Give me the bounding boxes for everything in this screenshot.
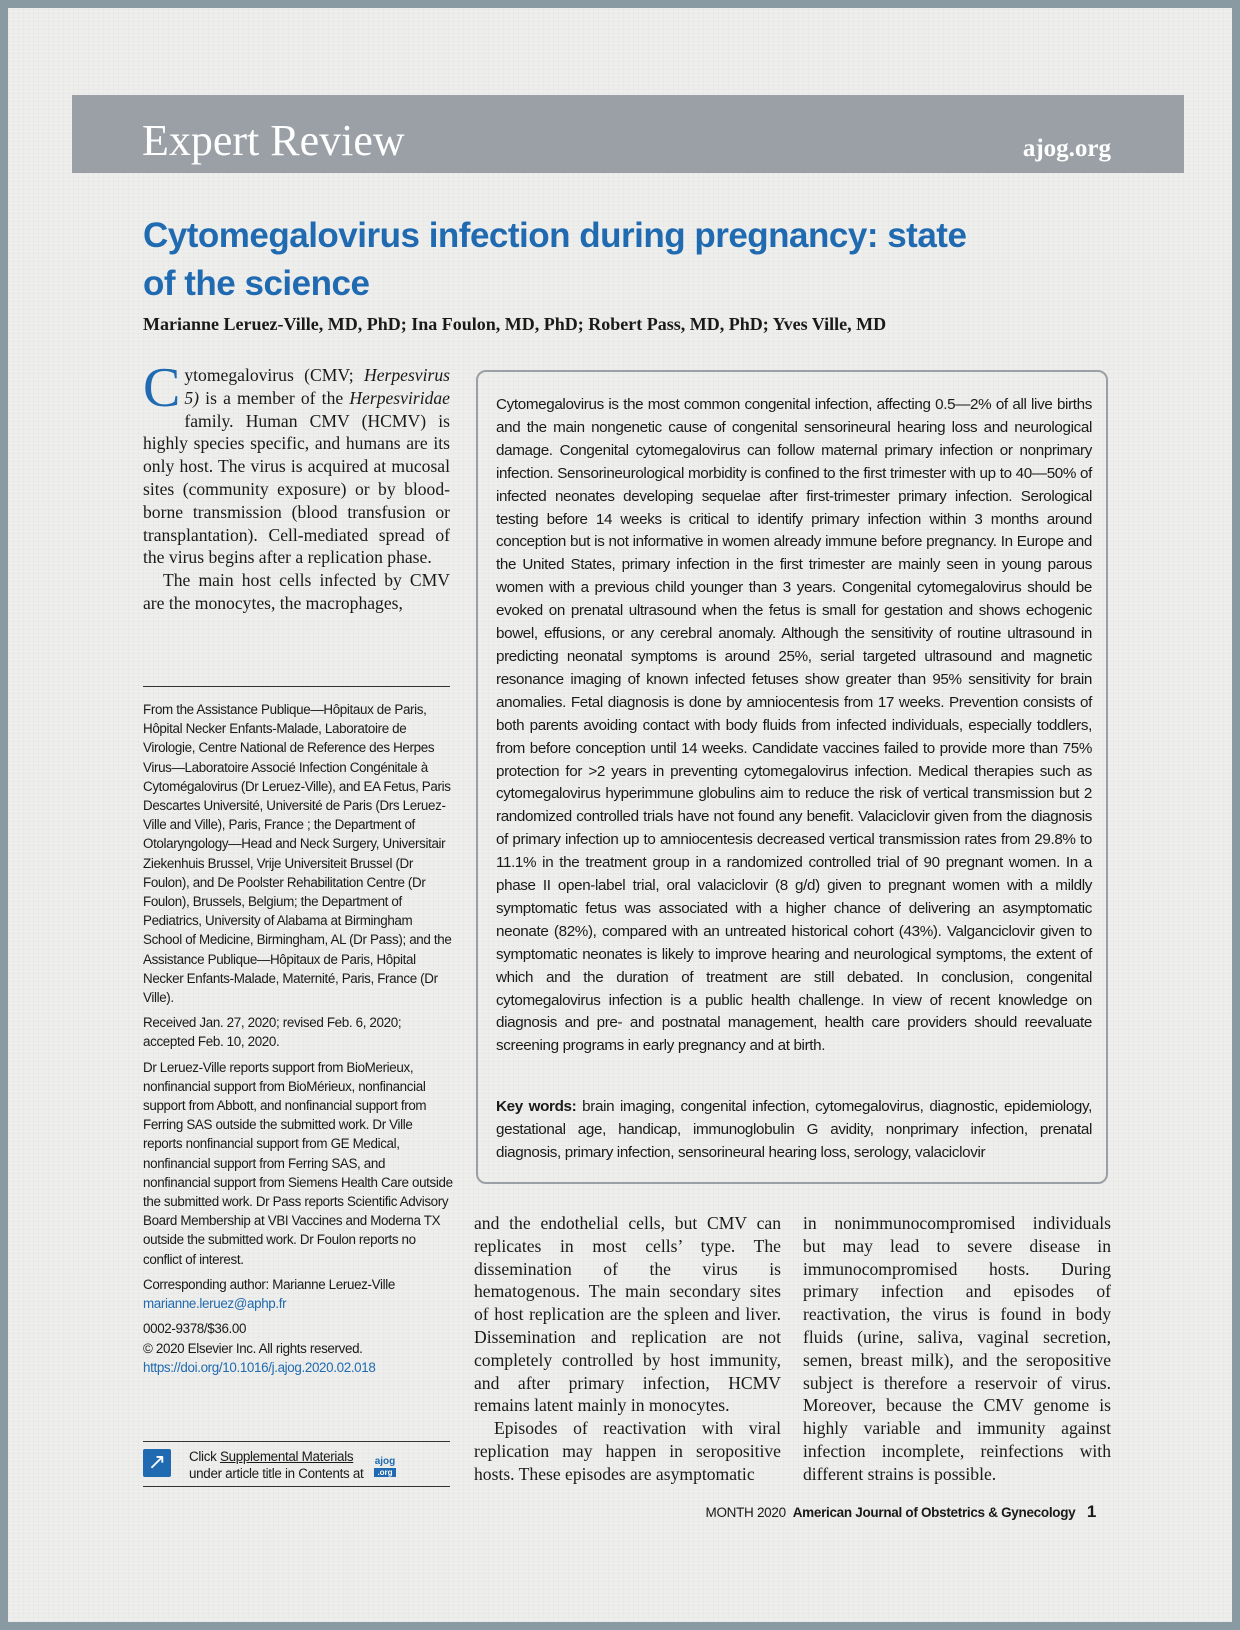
section-title: Expert Review (142, 116, 405, 165)
author-list: Marianne Leruez-Ville, MD, PhD; Ina Foulon, MD, PhD; Robert Pass, MD, PhD; Yves Ville, MD (143, 314, 887, 334)
supplemental-materials-link[interactable]: Supplemental Materials (219, 1449, 354, 1464)
affiliations-footnote (143, 700, 453, 1383)
ajog-logo: ajog .org (374, 1456, 396, 1477)
article-title: Cytomegalovirus infection during pregnancy: state of the science (143, 216, 967, 303)
affiliation-text: From the Assistance Publique—Hôpitaux de Paris, Hôpital Necker Enfants-Malade, Laboratoire de Virologie, Centre National de Reference des Herpes Virus—Laboratoire Associé Infection Congénitale à Cytomégalovirus (Dr Leruez-Ville), and EA Fetus, Paris Descartes Université, Université de Paris (Drs Leruez-Ville and Ville), Paris, France ; the Department of Otolaryngology—Head and Neck Surgery, Universitair Ziekenhuis Brussel, Vrije Universiteit Brussel (Dr Foulon), and De Poolster Rehabilitation Centre (Dr Foulon), Brussels, Belgium; the Department of Pediatrics, University of Alabama at Birmingham School of Medicine, Birmingham, AL (Dr Pass); and the Assistance Publique—Hôpitaux de Paris, Hôpital Necker Enfants-Malade, Maternité, Paris, France (Dr Ville). (143, 702, 452, 1006)
drop-cap: C (143, 357, 181, 419)
abstract-text: Cytomegalovirus is the most common congenital infection, affecting 0.5—2% of all live births and the main nongenetic cause of congenital sensorineural hearing loss and neurological damage. Congenital cytomegalovirus can follow maternal primary infection or nonprimary infection. Sensorineurological morbidity is confined to the first trimester with up to 40—50% of infected neonates developing sequelae after first-trimester primary infection. Serological testing before 14 weeks is critical to identify primary infection within 3 months around conception but is not informative in women already immune before pregnancy. In Europe and the United States, primary infection in the first trimester are mainly seen in young parous women with a previous child younger than 3 years. Congenital cytomegalovirus should be evoked on prenatal ultrasound when the fetus is small for gestation and shows echogenic bowel, effusions, or any cerebral anomaly. Although the sensitivity of routine ultrasound in predicting neonatal symptoms is around 25%, serial targeted ultrasound and magnetic resonance imaging of known infected fetuses show greater than 95% sensitivity for brain anomalies. Fetal diagnosis is done by amniocentesis from 17 weeks. Prevention consists of both parents avoiding contact with body fluids from infected individuals, especially toddlers, from before conception until 14 weeks. Candidate vaccines failed to provide more than 75% protection for >2 years in preventing cytomegalovirus infection. Medical therapies such as cytomegalovirus hyperimmune globulins aim to reduce the risk of vertical transmission but 2 randomized controlled trials have not found any benefit. Valaciclovir given from the diagnosis of primary infection up to amniocentesis decreased vertical transmission rates from 29.8% to 11.1% in the treatment group in a randomized controlled trial of 90 pregnant women. In a phase II open-label trial, oral valaciclovir (8 g/d) given to pregnant women with a mildly symptomatic fetus was associated with a higher chance of delivering an asymptomatic neonate (82%), compared with an untreated historical cohort (43%). Valganciclovir given to symptomatic neonates is likely to improve hearing and neurological symptoms, the extent of which and the duration of treatment are still debated. In conclusion, congenital cytomegalovirus infection is a public health challenge. In view of recent knowledge on diagnosis and pre- and postnatal management, health care providers should reevaluate screening programs in early pregnancy and at birth. (496, 396, 1092, 1055)
page-number: 1 (1086, 1502, 1096, 1521)
arrow-icon[interactable]: ↗ (143, 1449, 171, 1477)
corresponding-author: Corresponding author: Marianne Leruez-Ville (143, 1276, 395, 1292)
body-column-left (143, 357, 450, 615)
issn: 0002-9378/$36.00 (143, 1321, 247, 1337)
supplemental-notice: Click Supplemental Materials under article title in Contents at (189, 1449, 364, 1481)
journal-site-link[interactable]: ajog.org (1022, 135, 1111, 162)
keywords-list: brain imaging, congenital infection, cytomegalovirus, diagnostic, epidemiology, gestational age, handicap, immunoglobulin G avidity, nonprimary infection, prenatal diagnosis, primary infection, sensorineural hearing loss, serology, valaciclovir (496, 1098, 1092, 1161)
keywords-label: Key words: (496, 1098, 577, 1115)
abstract-box (476, 370, 1108, 1184)
keywords (496, 1096, 1092, 1165)
copyright: © 2020 Elsevier Inc. All rights reserved. (143, 1340, 363, 1356)
divider (143, 1441, 450, 1442)
header-banner (72, 95, 1184, 173)
disclosures: Dr Leruez-Ville reports support from BioMerieux, nonfinancial support from BioMérieux, nonfinancial support from Abbott, and nonfinancial support from Ferring SAS outside the submitted work. Dr Ville reports nonfinancial support from GE Medical, nonfinancial support from Ferring SAS, and nonfinancial support from Siemens Health Care outside the submitted work. Dr Pass reports Scientific Advisory Board Membership at VBI Vaccines and Moderna TX outside the submitted work. Dr Foulon reports no conflict of interest. (143, 1059, 453, 1267)
body-column-middle (474, 1212, 781, 1486)
issue-month: MONTH 2020 (705, 1505, 786, 1520)
page-footer (706, 1502, 1096, 1522)
body-paragraph: The main host cells infected by CMV are the monocytes, the macrophages, (143, 570, 450, 613)
body-column-right (803, 1212, 1111, 1486)
body-paragraph: Episodes of reactivation with viral replication may happen in seropositive hosts. These episodes are asymptomatic (474, 1418, 781, 1484)
divider (143, 686, 450, 687)
divider (143, 1486, 450, 1487)
received-dates: Received Jan. 27, 2020; revised Feb. 6, 2020; accepted Feb. 10, 2020. (143, 1015, 402, 1050)
email-link[interactable]: marianne.leruez@aphp.fr (143, 1296, 287, 1312)
body-paragraph: in nonimmunocompromised individuals but may lead to severe disease in immunocompromised hosts. During primary infection and episodes of reactivation, the virus is found in body fluids (urine, saliva, vaginal secretion, semen, breast milk), and the seropositive subject is therefore a reservoir of virus. Moreover, because the CMV genome is highly variable and immunity against infection incomplete, reinfections with different strains is possible. (803, 1213, 1111, 1484)
body-paragraph: and the endothelial cells, but CMV can replicates in most cells’ type. The dissemination of the virus is hematogenous. The main secondary sites of host replication are the spleen and liver. Dissemination and replication are not completely controlled by host immunity, and after primary infection, HCMV remains latent mainly in monocytes. (474, 1213, 781, 1416)
page (8, 8, 1232, 1622)
journal-name: American Journal of Obstetrics & Gynecology (792, 1505, 1076, 1520)
doi-link[interactable]: https://doi.org/10.1016/j.ajog.2020.02.018 (143, 1359, 376, 1375)
intro-paragraph: Cytomegalovirus (CMV; Herpesvirus 5) is a member of the Herpesviridae family. Human CMV (HCMV) is highly species specific, and humans are its only host. The virus is acquired at mucosal sites (community exposure) or by blood-borne transmission (blood transfusion or transplantation). Cell-mediated spread of the virus begins after a replication phase. (143, 357, 450, 568)
